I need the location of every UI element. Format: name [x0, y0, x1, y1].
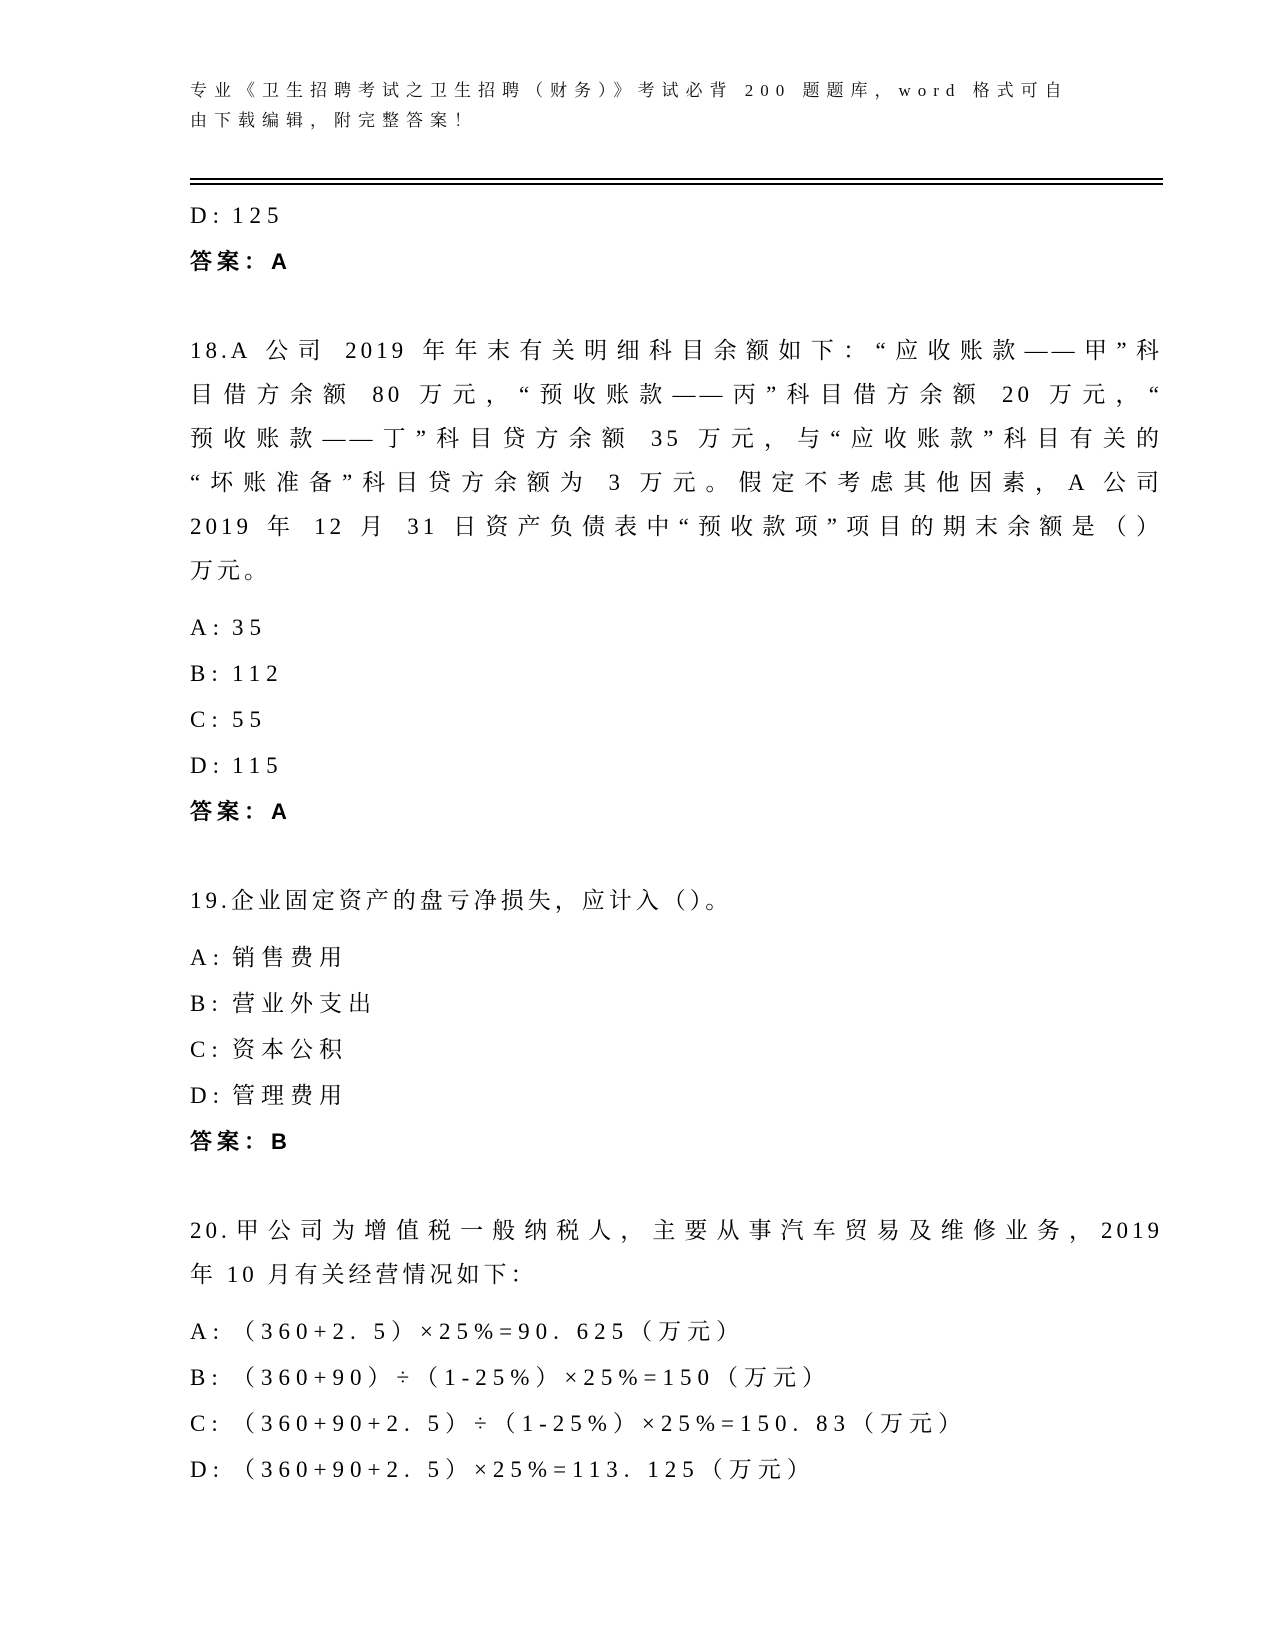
page-header — [190, 0, 1163, 185]
question-19 — [190, 879, 1163, 1165]
question-18 — [190, 329, 1163, 835]
option-row — [190, 697, 1163, 743]
option-text: （360+90+2. 5）×25%=113. 125（万元） — [232, 1457, 816, 1482]
question-text-line: 万元。 — [190, 558, 271, 583]
option-row — [190, 1309, 1163, 1355]
question-text-line: 预收账款——丁”科目贷方余额 35 万元，与“应收账款”科目有关的 — [190, 426, 1163, 451]
option-row — [190, 605, 1163, 651]
options-list — [190, 605, 1163, 789]
header-title-line-2: 由下载编辑，附完整答案！ — [190, 111, 478, 130]
option-label: B: — [190, 661, 224, 686]
option-label: B: — [190, 991, 224, 1016]
option-label: A: — [190, 1319, 225, 1344]
answer-prefix: 答案： — [190, 249, 272, 274]
option-text: 112 — [232, 661, 284, 686]
option-row — [190, 651, 1163, 697]
option-row — [190, 743, 1163, 789]
document-body — [190, 185, 1163, 1493]
option-row — [190, 1401, 1163, 1447]
answer-row — [190, 1119, 1163, 1165]
answer-row — [190, 789, 1163, 835]
option-label: D: — [190, 753, 225, 778]
option-text: 资本公积 — [232, 1037, 348, 1062]
question-text-line: 年 10 月有关经营情况如下： — [190, 1262, 538, 1287]
option-text: （360+90）÷（1-25%）×25%=150（万元） — [232, 1365, 832, 1390]
option-row — [190, 935, 1163, 981]
header-title-line-1: 专业《卫生招聘考试之卫生招聘（财务）》考试必背 200 题题库，word 格式可自 — [190, 81, 1069, 100]
answer-prefix: 答案： — [190, 1129, 272, 1154]
option-label: C: — [190, 707, 224, 732]
option-text: 销售费用 — [232, 945, 348, 970]
question-text-line: 20.甲公司为增值税一般纳税人，主要从事汽车贸易及维修业务，2019 — [190, 1218, 1163, 1243]
question-text-line: “坏账准备”科目贷方余额为 3 万元。假定不考虑其他因素，A 公司 — [190, 470, 1163, 495]
option-label: A: — [190, 945, 225, 970]
option-row — [190, 1355, 1163, 1401]
option-row — [190, 1073, 1163, 1119]
option-label: A: — [190, 615, 225, 640]
options-list — [190, 1309, 1163, 1493]
question-text-line: 19.企业固定资产的盘亏净损失，应计入（）。 — [190, 888, 733, 913]
answer-value: B — [271, 1129, 292, 1154]
options-list — [190, 935, 1163, 1119]
header-double-rule — [190, 178, 1163, 185]
option-row — [190, 193, 1163, 239]
option-row — [190, 981, 1163, 1027]
answer-value: A — [271, 249, 292, 274]
question-text-line: 18.A 公司 2019 年年末有关明细科目余额如下：“应收账款——甲”科 — [190, 338, 1163, 363]
answer-row — [190, 239, 1163, 285]
option-text: 35 — [232, 615, 267, 640]
option-label: C: — [190, 1037, 224, 1062]
option-text: 115 — [232, 753, 284, 778]
option-text: 管理费用 — [232, 1083, 348, 1108]
question-text-line: 目借方余额 80 万元，“预收账款——丙”科目借方余额 20 万元，“ — [190, 382, 1163, 407]
option-text: 营业外支出 — [232, 991, 377, 1016]
partial-question — [190, 193, 1163, 285]
option-text: （360+90+2. 5）÷（1-25%）×25%=150. 83（万元） — [232, 1411, 967, 1436]
option-label: B: — [190, 1365, 224, 1390]
option-label: D: — [190, 203, 225, 228]
answer-prefix: 答案： — [190, 799, 272, 824]
option-label: D: — [190, 1457, 225, 1482]
option-text: 125 — [232, 203, 285, 228]
question-text-line: 2019 年 12 月 31 日资产负债表中“预收款项”项目的期末余额是（） — [190, 514, 1163, 539]
question-20 — [190, 1209, 1163, 1493]
option-row — [190, 1447, 1163, 1493]
option-label: D: — [190, 1083, 225, 1108]
option-text: （360+2. 5）×25%=90. 625（万元） — [232, 1319, 746, 1344]
option-row — [190, 1027, 1163, 1073]
option-label: C: — [190, 1411, 224, 1436]
option-text: 55 — [232, 707, 267, 732]
answer-value: A — [271, 799, 292, 824]
